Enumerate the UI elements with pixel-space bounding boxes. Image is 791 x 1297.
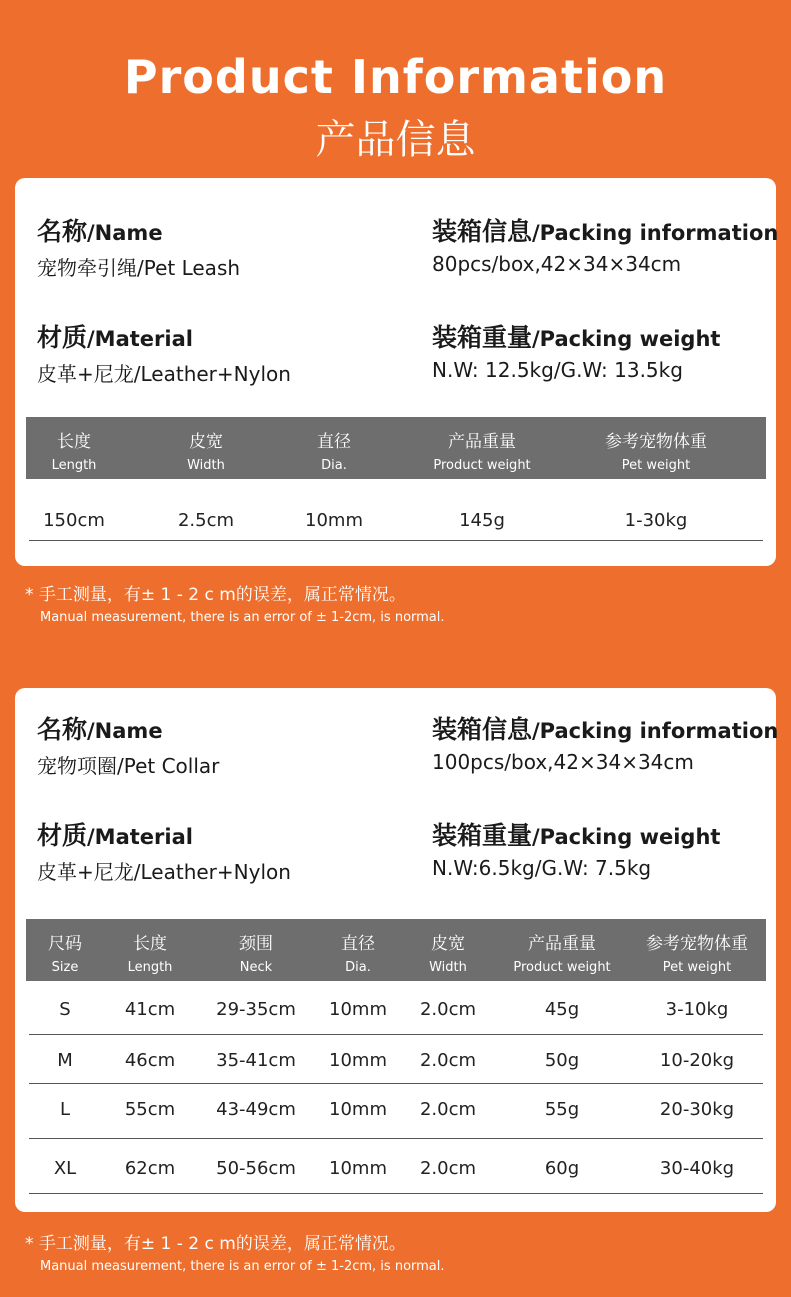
cell-dia: 10mm <box>305 510 363 531</box>
collar-name-value: 宠物项圈/Pet Collar <box>37 754 220 778</box>
header-en: Pet weight <box>662 960 732 975</box>
cell-length: 46cm <box>124 1050 176 1071</box>
leash-packing-label <box>432 218 778 246</box>
label-en: /Name <box>87 221 163 245</box>
collar-weight-value: N.W:6.5kg/G.W: 7.5kg <box>432 856 652 880</box>
cell-neck: 43-49cm <box>216 1099 296 1120</box>
header-cn: 长度 <box>57 432 91 452</box>
label-en: /Packing information <box>532 221 779 245</box>
header-cn: 皮宽 <box>431 934 465 954</box>
leash-material-value: 皮革+尼龙/Leather+Nylon <box>37 362 291 386</box>
header-en: Product weight <box>513 960 611 975</box>
header-cell-width <box>400 919 496 975</box>
label-cn: 名称 <box>37 715 88 744</box>
header-cell-dia <box>316 919 400 975</box>
header-cn: 直径 <box>341 934 375 954</box>
header-cell-dia <box>286 417 382 473</box>
cell-neck: 35-41cm <box>216 1050 296 1071</box>
header-cell-size <box>26 919 104 975</box>
table-row <box>29 496 763 541</box>
collar-packing-label <box>432 716 778 744</box>
cell-pet-weight: 10-20kg <box>659 1050 735 1071</box>
collar-name-block <box>37 710 219 779</box>
table-row <box>29 988 763 1035</box>
collar-packing-value: 100pcs/box,42×34×34cm <box>432 750 694 774</box>
cell-product-weight: 45g <box>544 999 580 1020</box>
leash-name-value: 宠物牵引绳/Pet Leash <box>37 256 241 280</box>
collar-card <box>15 688 779 1212</box>
label-cn: 材质 <box>37 821 88 850</box>
header-en: Dia. <box>345 960 371 975</box>
header-cn: 参考宠物体重 <box>605 432 707 452</box>
collar-weight-label <box>432 822 720 850</box>
header-en: Length <box>51 458 97 473</box>
cell-width: 2.0cm <box>419 1050 477 1071</box>
leash-measurement-note <box>25 580 445 625</box>
header-cn: 颈围 <box>239 934 273 954</box>
cell-size: M <box>57 1050 73 1071</box>
collar-packing-block <box>432 710 778 774</box>
label-en: /Packing information <box>532 719 779 743</box>
cell-length: 62cm <box>124 1158 176 1179</box>
cell-size: XL <box>53 1158 77 1179</box>
leash-weight-value: N.W: 12.5kg/G.W: 13.5kg <box>432 358 683 382</box>
header-cn: 皮宽 <box>189 432 223 452</box>
label-cn: 名称 <box>37 217 88 246</box>
label-en: /Material <box>87 825 193 849</box>
table-row <box>29 1034 763 1084</box>
cell-product-weight: 60g <box>544 1158 580 1179</box>
collar-weight-block <box>432 816 720 880</box>
table-row <box>29 1083 763 1139</box>
leash-name-block <box>37 212 240 281</box>
header-en: Length <box>127 960 173 975</box>
cell-length: 41cm <box>124 999 176 1020</box>
header-cn: 直径 <box>317 432 351 452</box>
table-row <box>29 1138 763 1194</box>
label-en: /Material <box>87 327 193 351</box>
leash-weight-block <box>432 318 720 382</box>
cell-dia: 10mm <box>329 1158 387 1179</box>
header-cn: 参考宠物体重 <box>646 934 748 954</box>
header-en: Width <box>187 458 225 473</box>
label-cn: 装箱重量 <box>432 323 533 352</box>
header-en: Width <box>429 960 467 975</box>
cell-dia: 10mm <box>329 1099 387 1120</box>
cell-neck: 50-56cm <box>216 1158 296 1179</box>
note-en: Manual measurement, there is an error of ± 1-2cm, is normal. <box>40 1259 445 1274</box>
page-title-cn: 产品信息 <box>315 117 476 163</box>
leash-weight-label <box>432 324 720 352</box>
header-cell-length <box>104 919 196 975</box>
note-cn: * 手工测量，有± 1 - 2 c m的误差，属正常情况。 <box>25 585 406 605</box>
header-cn: 长度 <box>133 934 167 954</box>
label-en: /Packing weight <box>532 825 721 849</box>
header-cell-neck <box>196 919 316 975</box>
leash-name-label <box>37 218 163 246</box>
header-en: Product weight <box>433 458 531 473</box>
label-en: /Name <box>87 719 163 743</box>
collar-material-block <box>37 816 291 885</box>
collar-material-label <box>37 822 193 850</box>
cell-dia: 10mm <box>329 1050 387 1071</box>
header-cn: 尺码 <box>48 934 82 954</box>
label-cn: 装箱信息 <box>432 715 533 744</box>
label-cn: 装箱重量 <box>432 821 533 850</box>
leash-material-label <box>37 324 193 352</box>
header-en: Pet weight <box>621 458 691 473</box>
cell-pet-weight: 20-30kg <box>659 1099 735 1120</box>
cell-product-weight: 55g <box>544 1099 580 1120</box>
cell-pet-weight: 1-30kg <box>624 510 688 531</box>
cell-pet-weight: 30-40kg <box>659 1158 735 1179</box>
collar-table-header <box>26 919 766 981</box>
cell-width: 2.0cm <box>419 1099 477 1120</box>
collar-name-label <box>37 716 163 744</box>
header-cell-product-weight <box>496 919 628 975</box>
header-cell-pet-weight <box>628 919 766 975</box>
cell-pet-weight: 3-10kg <box>665 999 729 1020</box>
header-cn: 产品重量 <box>528 934 596 954</box>
cell-length: 150cm <box>43 510 105 531</box>
label-en: /Packing weight <box>532 327 721 351</box>
page-title-en: Product Information <box>123 50 668 104</box>
collar-measurement-note <box>25 1229 445 1274</box>
note-en: Manual measurement, there is an error of ± 1-2cm, is normal. <box>40 610 445 625</box>
header-cell-pet-weight <box>586 417 726 473</box>
cell-dia: 10mm <box>329 999 387 1020</box>
cell-product-weight: 145g <box>459 510 505 531</box>
label-cn: 装箱信息 <box>432 217 533 246</box>
leash-packing-value: 80pcs/box,42×34×34cm <box>432 252 682 276</box>
header-en: Size <box>51 960 79 975</box>
label-cn: 材质 <box>37 323 88 352</box>
leash-table-header <box>26 417 766 479</box>
cell-size: S <box>59 999 71 1020</box>
cell-length: 55cm <box>124 1099 176 1120</box>
cell-width: 2.0cm <box>419 1158 477 1179</box>
leash-packing-block <box>432 212 778 276</box>
cell-size: L <box>59 1099 71 1120</box>
leash-card <box>15 178 779 566</box>
header-cell-product-weight <box>412 417 552 473</box>
collar-material-value: 皮革+尼龙/Leather+Nylon <box>37 860 291 884</box>
header-en: Neck <box>239 960 273 975</box>
cell-width: 2.5cm <box>177 510 235 531</box>
header-en: Dia. <box>321 458 347 473</box>
header-cn: 产品重量 <box>448 432 516 452</box>
header-cell-width <box>156 417 256 473</box>
note-cn: * 手工测量，有± 1 - 2 c m的误差，属正常情况。 <box>25 1234 406 1254</box>
cell-neck: 29-35cm <box>216 999 296 1020</box>
leash-material-block <box>37 318 291 387</box>
cell-product-weight: 50g <box>544 1050 580 1071</box>
header-cell-length <box>26 417 122 473</box>
cell-width: 2.0cm <box>419 999 477 1020</box>
